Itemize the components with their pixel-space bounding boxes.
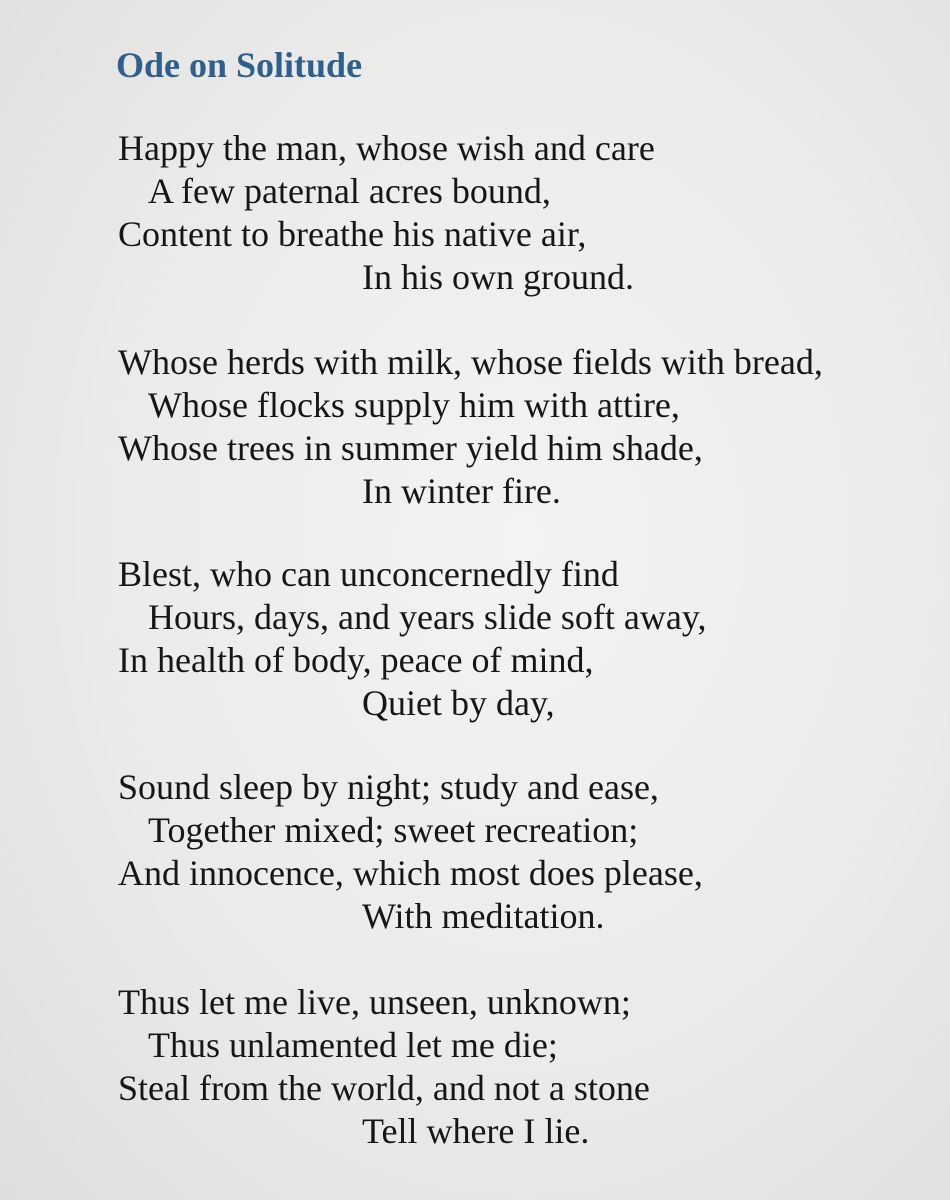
poem-line: In winter fire.: [362, 471, 561, 511]
stanza-3: [118, 553, 707, 725]
stanza-1: [118, 127, 655, 299]
poem-line: In his own ground.: [362, 257, 634, 297]
poem-line: A few paternal acres bound,: [148, 171, 551, 211]
stanza-5: [118, 981, 650, 1153]
poem-line: Whose flocks supply him with attire,: [148, 385, 680, 425]
stanza-2: [118, 341, 823, 513]
poem-line: Content to breathe his native air,: [118, 214, 587, 254]
poem-line: Hours, days, and years slide soft away,: [148, 597, 707, 637]
poem-line: Tell where I lie.: [362, 1111, 590, 1151]
poem-line: Thus unlamented let me die;: [148, 1025, 558, 1065]
poem-line: Quiet by day,: [362, 683, 555, 723]
poem-line: Whose trees in summer yield him shade,: [118, 428, 703, 468]
poem-line: Whose herds with milk, whose fields with bread,: [118, 342, 823, 382]
poem-line: Blest, who can unconcernedly find: [118, 554, 619, 594]
poem-title: Ode on Solitude: [116, 45, 363, 85]
poem-line: Thus let me live, unseen, unknown;: [118, 982, 631, 1022]
poem-line: Sound sleep by night; study and ease,: [118, 767, 659, 807]
poem-line: With meditation.: [362, 896, 605, 936]
poem-line: Together mixed; sweet recreation;: [148, 810, 639, 850]
poem-line: And innocence, which most does please,: [118, 853, 703, 893]
poem-line: Happy the man, whose wish and care: [118, 128, 655, 168]
poem-line: Steal from the world, and not a stone: [118, 1068, 650, 1108]
poem-line: In health of body, peace of mind,: [118, 640, 594, 680]
stanza-4: [118, 766, 703, 938]
